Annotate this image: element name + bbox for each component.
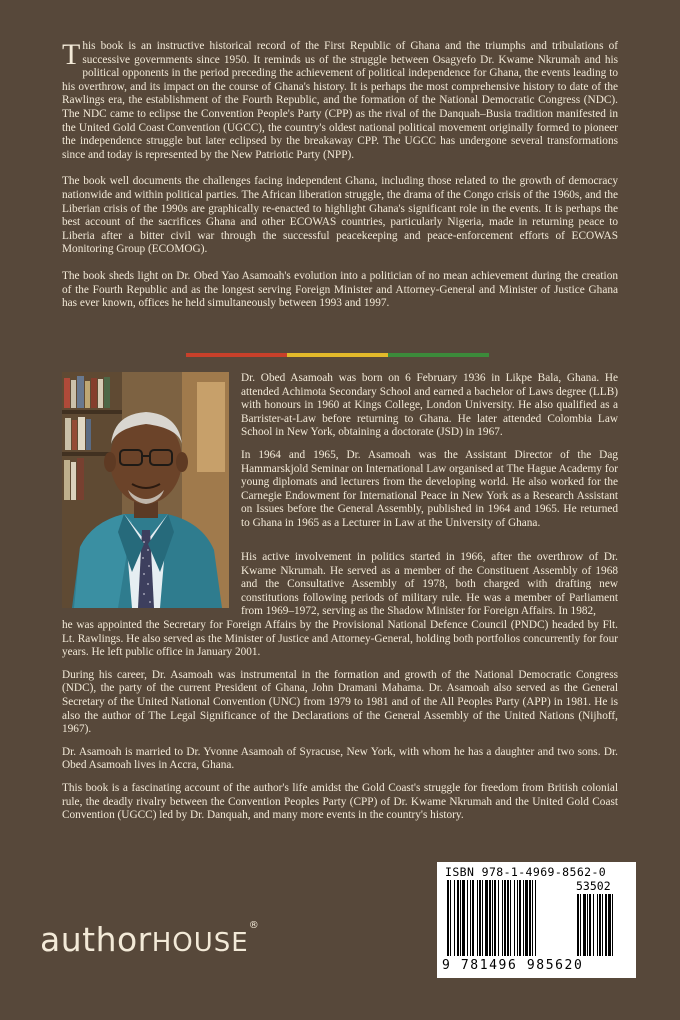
intro-paragraph-2: The book well documents the challenges facing independent Ghana, including those related to the growth of democracy nationwide and within political parties. The African liberation struggle, the drama of the Congo crisis of the 1960s, and the Liberian crisis of the 1990s are graphically re-enacted to highlight Ghana's significant role in the events. It is perhaps the best account of the sacrifices Ghana and other ECOWAS countries, particularly Nigeria, made in returning peace to Liberia after a bitter civil war through the successful peacekeeping and peace-enforcement efforts of ECOWAS Monitoring Group (ECOMOG).: [62, 175, 618, 256]
logo-house-text: HOUSE: [151, 928, 249, 958]
bio-paragraph-3-full: he was appointed the Secretary for Foreign Affairs by the Provisional National Defence Council (PNDC) headed by Flt. Lt. Rawlings. He also served as the Minister of Justice and Attorney-General, holding both portfolios concurrently for four years. He left public office in January 2001.: [62, 618, 618, 659]
flag-color-bar: [186, 353, 489, 357]
flag-green-segment: [388, 353, 489, 357]
bio-paragraph-3-indented: His active involvement in politics started in 1966, after the overthrow of Dr. Kwame Nkrumah. He served as a member of the Constituent Assembly of 1968 and the Consultative Assembly of 1978, both charged with drafting new constitutions following periods of military rule. He was a member of Parliament from 1969–1972, serving as the Shadow Minister for Foreign Affairs. In 1982,: [241, 551, 618, 618]
logo-author-text: author: [40, 920, 152, 959]
bio-paragraph-4: During his career, Dr. Asamoah was instrumental in the formation and growth of the National Democratic Congress (NDC), the party of the current President of Ghana, John Dramani Mahama. Dr. Asamoah also served as the General Secretary of the United National Convention (UNC) from 1979 to 1981 and of the All Peoples Party (APP) in 1981. He is also the author of The Legal Significance of the Declarations of the General Assembly of the United Nations (Nijhoff, 1967).: [62, 668, 618, 736]
author-bio-full: [62, 551, 618, 832]
barcode-number: 9 781496 985620: [442, 958, 584, 973]
intro-text: [62, 40, 618, 324]
registered-mark: ®: [248, 920, 260, 931]
flag-red-segment: [186, 353, 287, 357]
intro-paragraph-1: [62, 40, 618, 162]
flag-yellow-segment: [287, 353, 388, 357]
intro-paragraph-3: The book sheds light on Dr. Obed Yao Asamoah's evolution into a politician of no mean achievement during the creation of the Fourth Republic and as the longest serving Foreign Minister and Attorney-General and Minister of Justice Ghana has ever known, offices he held simultaneously between 1993 and 1997.: [62, 269, 618, 310]
bio-paragraph-2: In 1964 and 1965, Dr. Asamoah was the Assistant Director of the Dag Hammarskjold Seminar on International Law organised at The Hague Academy for young diplomats and lecturers from the developing world. He also worked for the Carnegie Endowment for International Peace in New York as a Research Assistant on Issues before the General Assembly, published in 1964 and 1965. He returned to Ghana in 1965 as a Lecturer in Law at the University of Ghana.: [241, 448, 618, 529]
intro-paragraph-1-body: his book is an instructive historical record of the First Republic of Ghana and the triumphs and tribulations of successive governments since 1950. It reminds us of the struggle between Osagyefo Dr. Kwame Nkrumah and his political opponents in the period preceding the achievement of political independence for Ghana, the events leading to his overthrow, and its impact on the course of Ghana's history. It is perhaps the most comprehensive history to date of the Rawlings era, the establishment of the Fourth Republic, and the formation of the National Democratic Congress (NDC). The NDC came to eclipse the Convention People's Party (CPP) as the rival of the Danquah–Busia tradition manifested in the United Gold Coast Convention (UGCC), the country's oldest national political movement originally formed to pioneer the independence struggle but later eclipsed by the breakaway CPP. The UGCC has undergone several transformations since and today is represented by the New Patriotic Party (NPP).: [62, 40, 618, 161]
bio-paragraph-6: This book is a fascinating account of the author's life amidst the Gold Coast's struggle for freedom from British colonial rule, the deadly rivalry between the Convention Peoples Party (CPP) of Dr. Kwame Nkrumah and the United Gold Coast Convention (UGCC) led by Dr. Danquah, and many more events in the country's history.: [62, 781, 618, 822]
isbn-label: ISBN 978-1-4969-8562-0: [445, 865, 607, 879]
author-bio-top: [241, 372, 618, 540]
bio-paragraph-3: [62, 551, 618, 660]
drop-cap: T: [62, 38, 81, 71]
price-code: 53502: [576, 879, 611, 893]
authorhouse-logo: [40, 920, 259, 959]
bio-paragraph-5: Dr. Asamoah is married to Dr. Yvonne Asamoah of Syracuse, New York, with whom he has a daughter and two sons. Dr. Obed Asamoah lives in Accra, Ghana.: [62, 745, 618, 772]
isbn-barcode: [437, 862, 636, 978]
bio-paragraph-1: Dr. Obed Asamoah was born on 6 February 1936 in Likpe Bala, Ghana. He attended Achimota Secondary School and earned a bachelor of Laws degree (LLB) with honours in 1960 at Kings College, London University. He also qualified as a Barrister-at-Law before returning to Ghana. He later attended Colombia Law School in New York, obtaining a doctorate (JSD) in 1967.: [241, 372, 618, 439]
